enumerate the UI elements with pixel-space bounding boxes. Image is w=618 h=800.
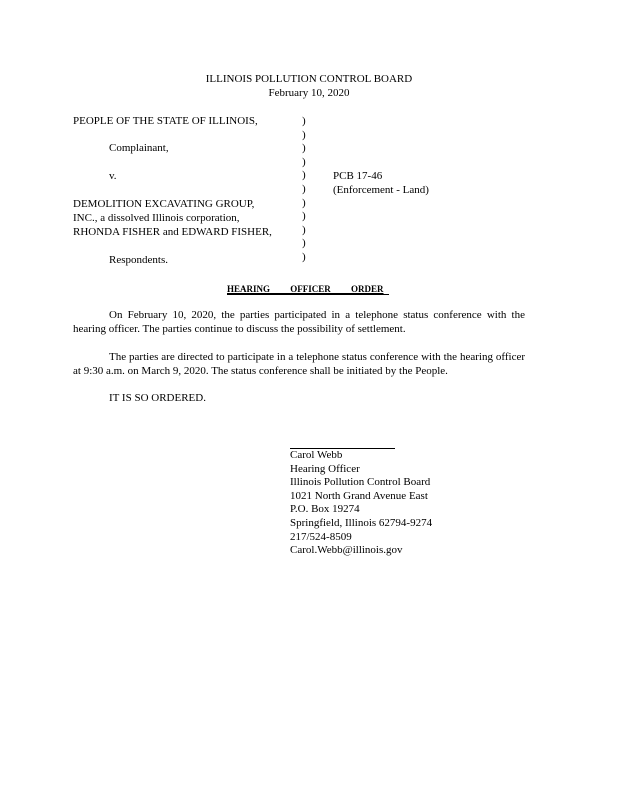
defendant-role: Respondents. (109, 254, 168, 266)
closing-statement: IT IS SO ORDERED. (109, 392, 206, 404)
signer-agency: Illinois Pollution Control Board (290, 476, 431, 489)
signer-name: Carol Webb (290, 449, 343, 461)
plaintiff-role: Complainant, (109, 142, 169, 154)
paren: ) (302, 223, 306, 236)
order-title: HEARING OFFICER ORDER (227, 284, 384, 294)
signer-email[interactable]: Carol.Webb@illinois.gov (290, 544, 403, 557)
signature-block (290, 449, 432, 558)
versus-label: v. (109, 170, 117, 182)
paren: ) (302, 210, 306, 223)
defendant-line-1: DEMOLITION EXCAVATING GROUP, (73, 198, 255, 210)
signer-city: Springfield, Illinois 62794-9274 (290, 516, 433, 529)
paren: ) (302, 115, 306, 127)
signer-phone: 217/524-8509 (290, 530, 352, 543)
signer-title: Hearing Officer (290, 462, 360, 475)
paren: ) (302, 182, 306, 195)
paragraph-text: On February 10, 2020, the parties participated in a telephone status conference with the hearing officer. The parties continue to discuss the possibility of settlement. (73, 309, 525, 335)
paren: ) (302, 128, 306, 141)
board-name: ILLINOIS POLLUTION CONTROL BOARD (205, 73, 413, 85)
title-underline (227, 294, 389, 295)
plaintiff-name: PEOPLE OF THE STATE OF ILLINOIS, (73, 115, 258, 127)
caption-paren-column (302, 115, 312, 265)
defendant-line-2: INC., a dissolved Illinois corporation, (73, 212, 240, 224)
signer-po-box: P.O. Box 19274 (290, 503, 360, 516)
order-paragraph-2 (73, 351, 525, 378)
paren: ) (302, 169, 306, 182)
paren: ) (302, 155, 306, 168)
order-paragraph-1 (73, 309, 525, 336)
paragraph-text: The parties are directed to participate in a telephone status conference with the hearing officer at 9:30 a.m. on March 9, 2020. The status conference shall be initiated by the People. (73, 351, 525, 377)
case-number: PCB 17-46 (333, 170, 383, 182)
case-type: (Enforcement - Land) (333, 184, 429, 196)
paren: ) (302, 250, 306, 263)
order-date: February 10, 2020 (268, 87, 350, 99)
paren: ) (302, 196, 306, 209)
paren: ) (302, 142, 306, 155)
defendant-line-3: RHONDA FISHER and EDWARD FISHER, (73, 226, 272, 238)
paren: ) (302, 237, 306, 250)
signer-street: 1021 North Grand Avenue East (290, 489, 428, 502)
